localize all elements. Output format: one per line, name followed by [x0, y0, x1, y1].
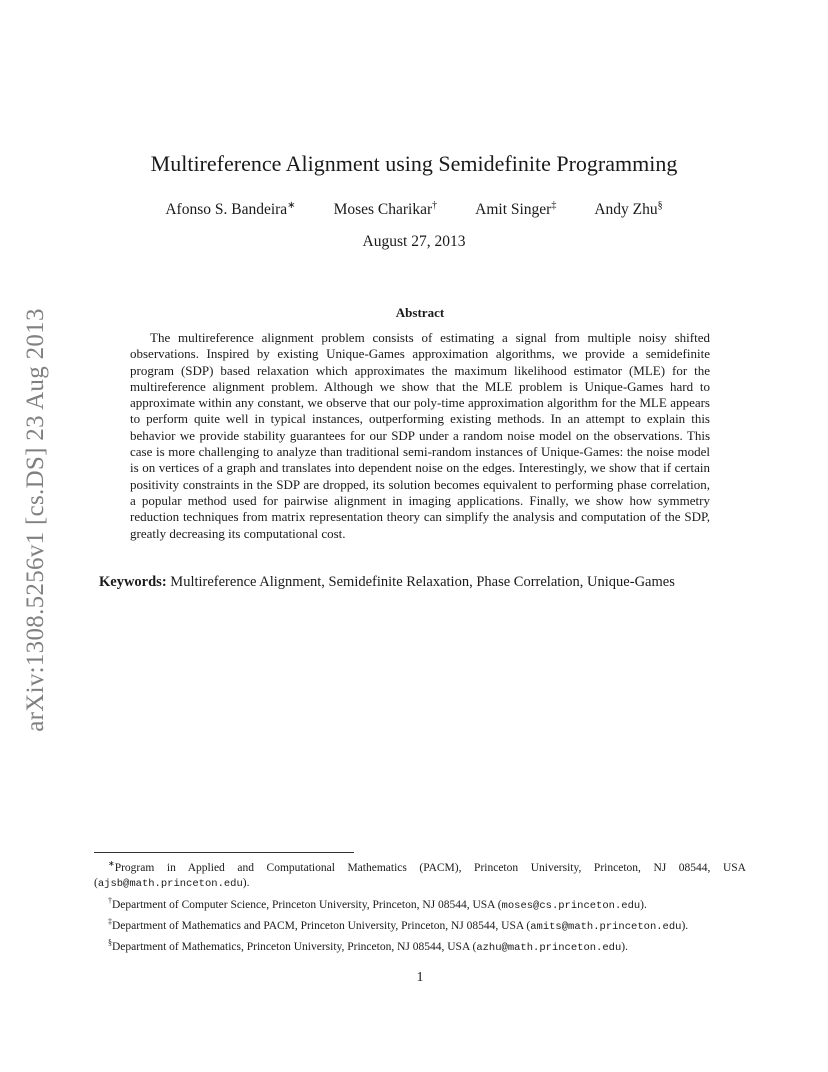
footnote-end: ). — [242, 877, 250, 890]
footnote-mark: ∗ — [108, 859, 115, 868]
paper-title: Multireference Alignment using Semidefinite Programming — [150, 151, 678, 176]
author-affiliation-mark: † — [432, 200, 438, 211]
footnote-mark: † — [108, 895, 112, 905]
keywords-text: Multireference Alignment, Semidefinite Relaxation, Phase Correlation, Unique-Games — [170, 574, 675, 590]
arxiv-identifier-stamp: arXiv:1308.5256v1 [cs.DS] 23 Aug 2013 — [22, 308, 49, 732]
author-affiliation-mark: § — [657, 200, 663, 211]
footnote-text: Program in Applied and Computational Mathematics (PACM), Princeton University, Princeton, NJ 08544, USA ( — [94, 861, 746, 890]
footnote-text: Department of Mathematics, Princeton University, Princeton, NJ 08544, USA ( — [112, 941, 477, 954]
footnote — [94, 893, 746, 914]
page-number: 1 — [416, 970, 424, 985]
footnote — [94, 935, 746, 956]
footnote — [94, 914, 746, 935]
footnote-text: Department of Mathematics and PACM, Princeton University, Princeton, NJ 08544, USA ( — [112, 919, 531, 932]
author — [475, 200, 556, 219]
author-name: Andy Zhu — [594, 201, 658, 219]
footnote-mark: § — [108, 938, 112, 948]
abstract-heading: Abstract — [395, 305, 445, 320]
footnote-divider — [94, 852, 354, 853]
author-name: Afonso S. Bandeira — [165, 201, 288, 219]
keywords-label: Keywords: — [99, 574, 167, 590]
author-affiliation-mark: ‡ — [551, 200, 557, 211]
abstract-body: The multireference alignment problem consists of estimating a signal from multiple noisy shifted observations. Inspired by existing Unique-Games approximation algorithms, we provide a semidefinite program (SDP) based relaxation which approximates the maximum likelihood estimator (MLE) for the multireference alignment problem. Although we show that the MLE problem is Unique-Games hard to approximate within any constant, we observe that our poly-time approximation algorithm for the MLE appears to perform quite well in typical instances, outperforming existing methods. In an attempt to explain this behavior we provide stability guarantees for our SDP under a random noise model on the observations. This case is more challenging to analyze than traditional semi-random instances of Unique-Games: the noise model is on vertices of a graph and translates into dependent noise on the edges. Interestingly, we show that if certain positivity constraints in the SDP are dropped, its solution becomes equivalent to performing phase correlation, a popular method used for pairwise alignment in imaging applications. Finally, we show how symmetry reduction techniques from matrix representation theory can simplify the analysis and computation of the SDP, greatly decreasing its computational cost. — [130, 330, 710, 541]
author-affiliation-mark: ∗ — [287, 200, 296, 211]
footnote-end: ). — [640, 898, 647, 911]
author — [334, 200, 438, 219]
footnote-end: ). — [681, 919, 689, 932]
footnote-email: amits@math.princeton.edu — [530, 920, 682, 933]
author — [594, 200, 662, 219]
footnotes — [94, 856, 746, 957]
paper-date: August 27, 2013 — [362, 233, 466, 250]
keywords-line — [99, 574, 749, 591]
footnote-email: azhu@math.princeton.edu — [476, 942, 622, 955]
footnote-end: ). — [621, 941, 628, 954]
footnote — [94, 856, 746, 893]
author-list — [0, 200, 828, 219]
footnote-text: Department of Computer Science, Princeton University, Princeton, NJ 08544, USA ( — [112, 898, 502, 911]
footnote-email: ajsb@math.princeton.edu — [97, 878, 243, 891]
author — [165, 200, 295, 219]
footnote-email: moses@cs.princeton.edu — [501, 899, 641, 912]
author-name: Moses Charikar — [333, 201, 433, 219]
footnote-mark: ‡ — [108, 917, 112, 927]
author-name: Amit Singer — [475, 201, 552, 219]
